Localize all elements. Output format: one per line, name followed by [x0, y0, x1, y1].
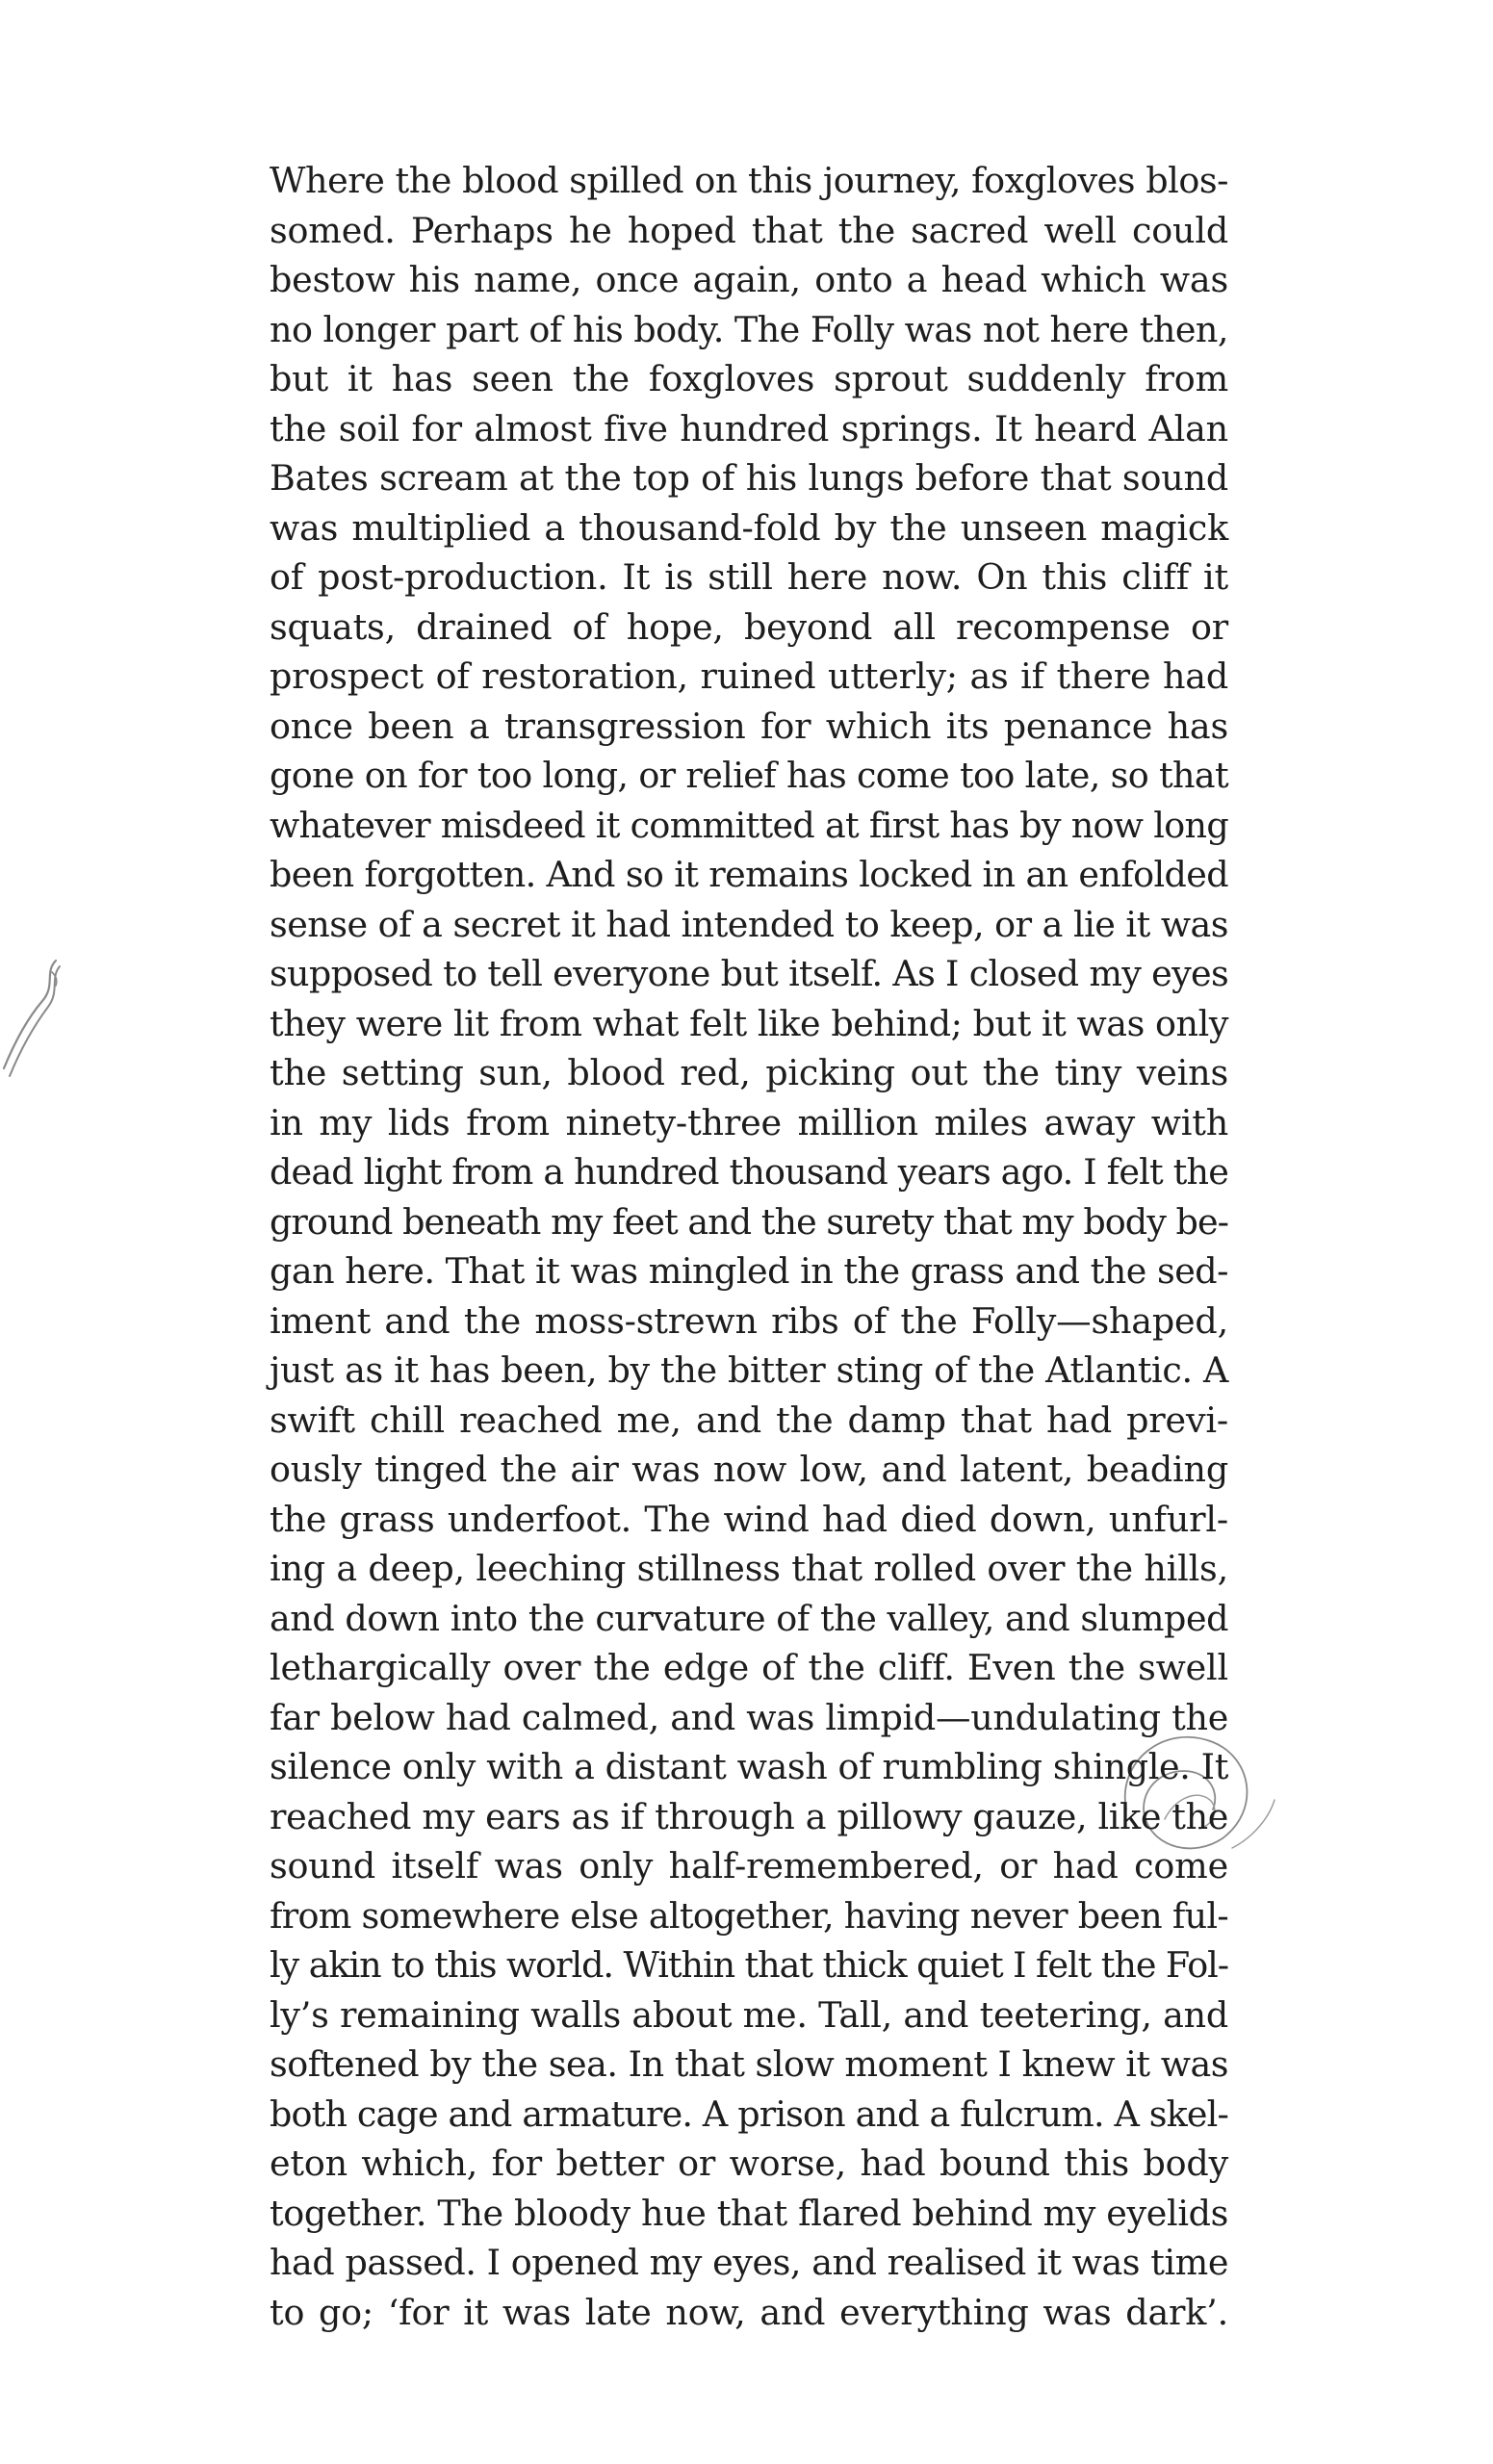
text-line: gone on for too long, or relief has come too late, so that	[270, 755, 1228, 796]
text-line: but it has seen the foxgloves sprout suddenly from	[270, 358, 1228, 399]
text-line: reached my ears as if through a pillowy gauze, like the	[270, 1795, 1228, 1837]
text-line: together. The bloody hue that flared behind my eyelids	[270, 2192, 1228, 2234]
text-line: iment and the moss-strewn ribs of the Folly—shaped,	[270, 1299, 1228, 1342]
text-line: ing a deep, leeching stillness that rolled over the hills,	[270, 1548, 1228, 1589]
text-line: in my lids from ninety-three million miles away with	[270, 1101, 1228, 1143]
text-line: Bates scream at the top of his lungs before that sound	[270, 457, 1228, 499]
text-line: the grass underfoot. The wind had died down, unfurl-	[270, 1498, 1228, 1540]
text-line: no longer part of his body. The Folly was not here then,	[270, 308, 1228, 350]
text-line: sense of a secret it had intended to keep, or a lie it was	[270, 903, 1228, 945]
text-line: dead light from a hundred thousand years ago. I felt the	[270, 1151, 1228, 1193]
text-line: to go; ‘for it was late now, and everything was dark’.	[270, 2291, 1228, 2333]
text-line: ly’s remaining walls about me. Tall, and teetering, and	[270, 1993, 1228, 2036]
text-line: from somewhere else altogether, having never been ful-	[270, 1894, 1228, 1937]
text-line: somed. Perhaps he hoped that the sacred well could	[270, 209, 1228, 251]
text-line: whatever misdeed it committed at first has by now long	[270, 804, 1228, 846]
text-line: ground beneath my feet and the surety that my body be-	[270, 1200, 1228, 1243]
text-line: of post-production. It is still here now. On this cliff it	[270, 556, 1228, 598]
text-line: was multiplied a thousand-fold by the unseen magick	[270, 506, 1228, 549]
text-line: sound itself was only half-remembered, or had come	[270, 1845, 1228, 1886]
text-line: the setting sun, blood red, picking out the tiny veins	[270, 1052, 1228, 1093]
text-line: just as it has been, by the bitter sting of the Atlantic. A	[270, 1349, 1228, 1391]
text-line: bestow his name, once again, onto a head which was	[270, 259, 1228, 300]
body-paragraph	[270, 156, 1228, 2337]
text-line: both cage and armature. A prison and a fulcrum. A skel-	[270, 2092, 1228, 2135]
text-line: lethargically over the edge of the cliff. Even the swell	[270, 1647, 1228, 1688]
text-line: prospect of restoration, ruined utterly; as if there had	[270, 655, 1228, 697]
text-line: been forgotten. And so it remains locked in an enfolded	[270, 854, 1228, 895]
text-line: swift chill reached me, and the damp that had previ-	[270, 1399, 1228, 1441]
text-line: supposed to tell everyone but itself. As I closed my eyes	[270, 953, 1228, 994]
pencil-mark-icon	[0, 953, 67, 1088]
text-line: softened by the sea. In that slow moment I knew it was	[270, 2043, 1228, 2085]
text-line: Where the blood spilled on this journey, foxgloves blos-	[270, 160, 1228, 201]
text-line: had passed. I opened my eyes, and realised it was time	[270, 2242, 1228, 2283]
text-line: once been a transgression for which its penance has	[270, 705, 1228, 747]
text-line: silence only with a distant wash of rumbling shingle. It	[270, 1746, 1228, 1787]
text-line: they were lit from what felt like behind; but it was only	[270, 1002, 1228, 1044]
text-line: ously tinged the air was now low, and latent, beading	[270, 1449, 1228, 1490]
text-line: ly akin to this world. Within that thick quiet I felt the Fol-	[270, 1944, 1228, 1986]
text-line: gan here. That it was mingled in the grass and the sed-	[270, 1250, 1228, 1292]
text-line: the soil for almost five hundred springs. It heard Alan	[270, 407, 1228, 449]
text-line: and down into the curvature of the valley, and slumped	[270, 1597, 1228, 1639]
text-line: eton which, for better or worse, had bound this body	[270, 2143, 1228, 2184]
text-line: squats, drained of hope, beyond all recompense or	[270, 605, 1228, 648]
text-line: far below had calmed, and was limpid—undulating the	[270, 1696, 1228, 1738]
